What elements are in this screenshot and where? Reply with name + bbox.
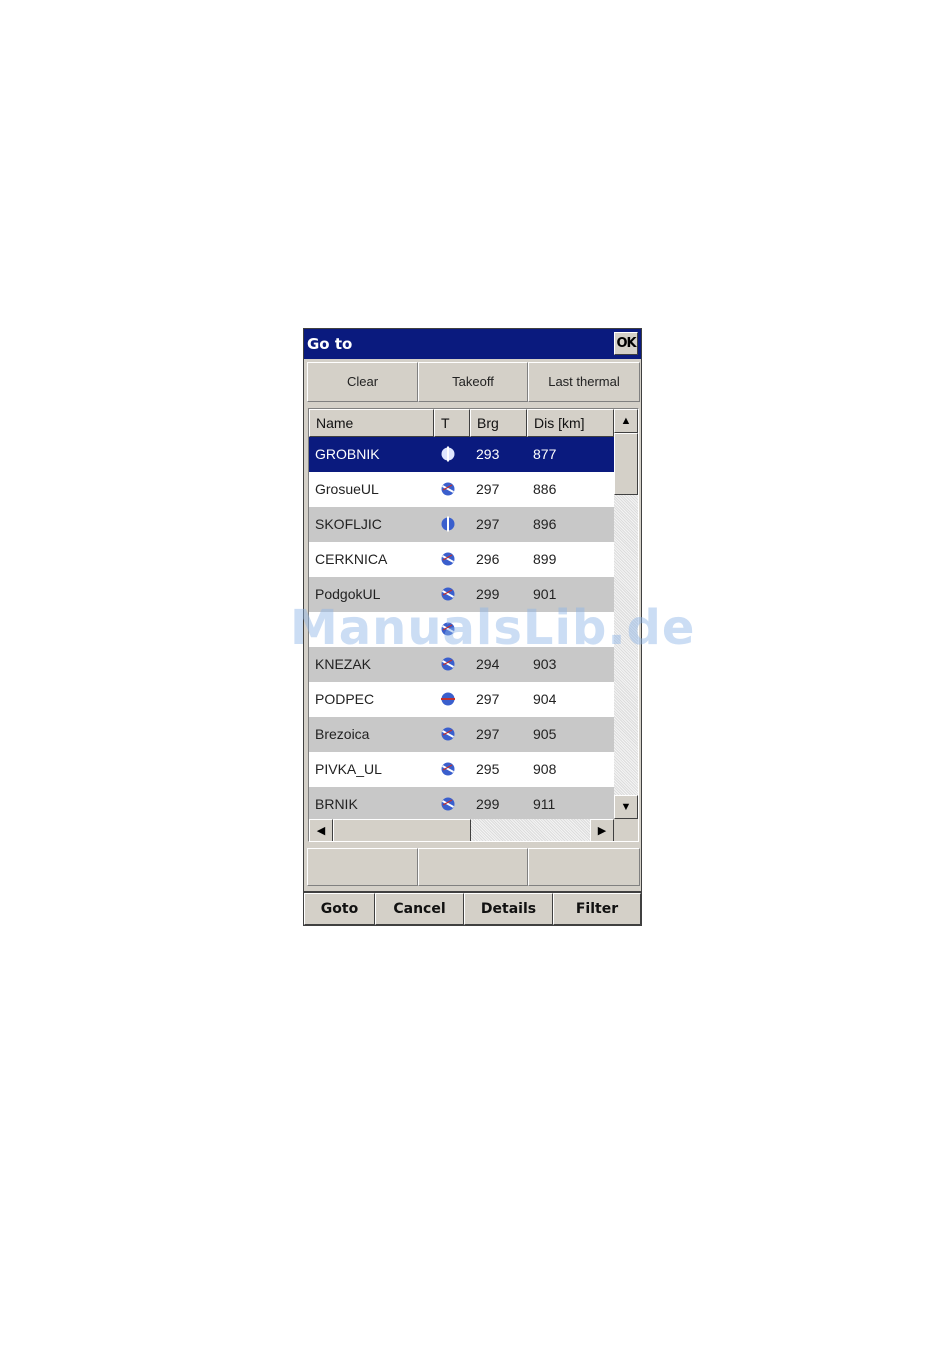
watermark: ManualsLib.de <box>290 600 696 656</box>
column-header-bearing[interactable]: Brg <box>470 409 527 437</box>
scroll-down-arrow-icon[interactable]: ▼ <box>614 795 638 819</box>
takeoff-button[interactable]: Takeoff <box>418 362 528 402</box>
bearing-value: 299 <box>476 586 500 602</box>
column-header-distance[interactable]: Dis [km] <box>527 409 614 437</box>
waypoint-name: CERKNICA <box>315 551 388 567</box>
cancel-button[interactable]: Cancel <box>375 893 464 925</box>
distance-value: 877 <box>533 446 557 462</box>
table-row[interactable] <box>309 437 614 472</box>
distance-value: 904 <box>533 691 557 707</box>
waypoint-name: SKOFLJIC <box>315 516 382 532</box>
empty-button-1[interactable] <box>307 848 418 886</box>
table-row[interactable] <box>309 507 614 542</box>
quick-select-bar <box>307 362 640 402</box>
empty-button-3[interactable] <box>528 848 640 886</box>
bearing-value: 297 <box>476 691 500 707</box>
table-row[interactable] <box>309 752 614 787</box>
waypoint-name: GROBNIK <box>315 446 380 462</box>
table-row[interactable] <box>309 472 614 507</box>
bearing-value: 297 <box>476 516 500 532</box>
goto-button[interactable]: Goto <box>304 893 375 925</box>
waypoint-name: KNEZAK <box>315 656 372 672</box>
distance-value: 886 <box>533 481 557 497</box>
table-row[interactable] <box>309 787 614 822</box>
waypoint-name: Brezoica <box>315 726 370 742</box>
bearing-value: 294 <box>476 656 500 672</box>
scroll-up-arrow-icon[interactable]: ▲ <box>614 409 638 433</box>
table-row[interactable] <box>309 542 614 577</box>
action-bar <box>304 891 641 925</box>
scroll-right-arrow-icon[interactable]: ▶ <box>590 819 614 842</box>
horizontal-scrollbar[interactable] <box>309 819 614 842</box>
table-row[interactable] <box>309 647 614 682</box>
bearing-value: 295 <box>476 761 500 777</box>
table-row[interactable] <box>309 717 614 752</box>
bearing-value: 297 <box>476 726 500 742</box>
horizontal-scroll-thumb[interactable] <box>333 819 471 842</box>
last-thermal-button[interactable]: Last thermal <box>528 362 640 402</box>
clear-button[interactable]: Clear <box>307 362 418 402</box>
table-row[interactable] <box>309 612 614 647</box>
scroll-left-arrow-icon[interactable]: ◀ <box>309 819 333 842</box>
window-title: Go to <box>307 335 353 353</box>
goto-dialog <box>303 328 642 926</box>
distance-value: 911 <box>533 796 556 812</box>
bearing-value: 297 <box>476 481 500 497</box>
waypoint-name: BRNIK <box>315 796 358 812</box>
distance-value: 903 <box>533 656 557 672</box>
distance-value: 899 <box>533 551 557 567</box>
distance-value: 908 <box>533 761 557 777</box>
waypoint-name: GrosueUL <box>315 481 379 497</box>
table-row[interactable] <box>309 682 614 717</box>
empty-button-bar <box>307 848 640 886</box>
scroll-corner <box>614 819 638 842</box>
column-header-name[interactable]: Name <box>309 409 434 437</box>
waypoint-name: PodgokUL <box>315 586 381 602</box>
title-bar <box>304 329 641 359</box>
empty-button-2[interactable] <box>418 848 528 886</box>
table-row[interactable] <box>309 577 614 612</box>
ok-button[interactable]: OK <box>614 332 638 355</box>
bearing-value: 296 <box>476 551 500 567</box>
bearing-value: 299 <box>476 796 500 812</box>
vertical-scroll-thumb[interactable] <box>614 433 638 495</box>
distance-value: 905 <box>533 726 557 742</box>
filter-button[interactable]: Filter <box>553 893 641 925</box>
bearing-value: 293 <box>476 446 500 462</box>
waypoint-name: PODPEC <box>315 691 375 707</box>
details-button[interactable]: Details <box>464 893 553 925</box>
vertical-scrollbar[interactable] <box>614 409 638 819</box>
distance-value: 901 <box>533 586 557 602</box>
waypoint-list[interactable] <box>308 408 639 842</box>
waypoint-name: PIVKA_UL <box>315 761 382 777</box>
column-header-type[interactable]: T <box>434 409 470 437</box>
distance-value: 896 <box>533 516 557 532</box>
